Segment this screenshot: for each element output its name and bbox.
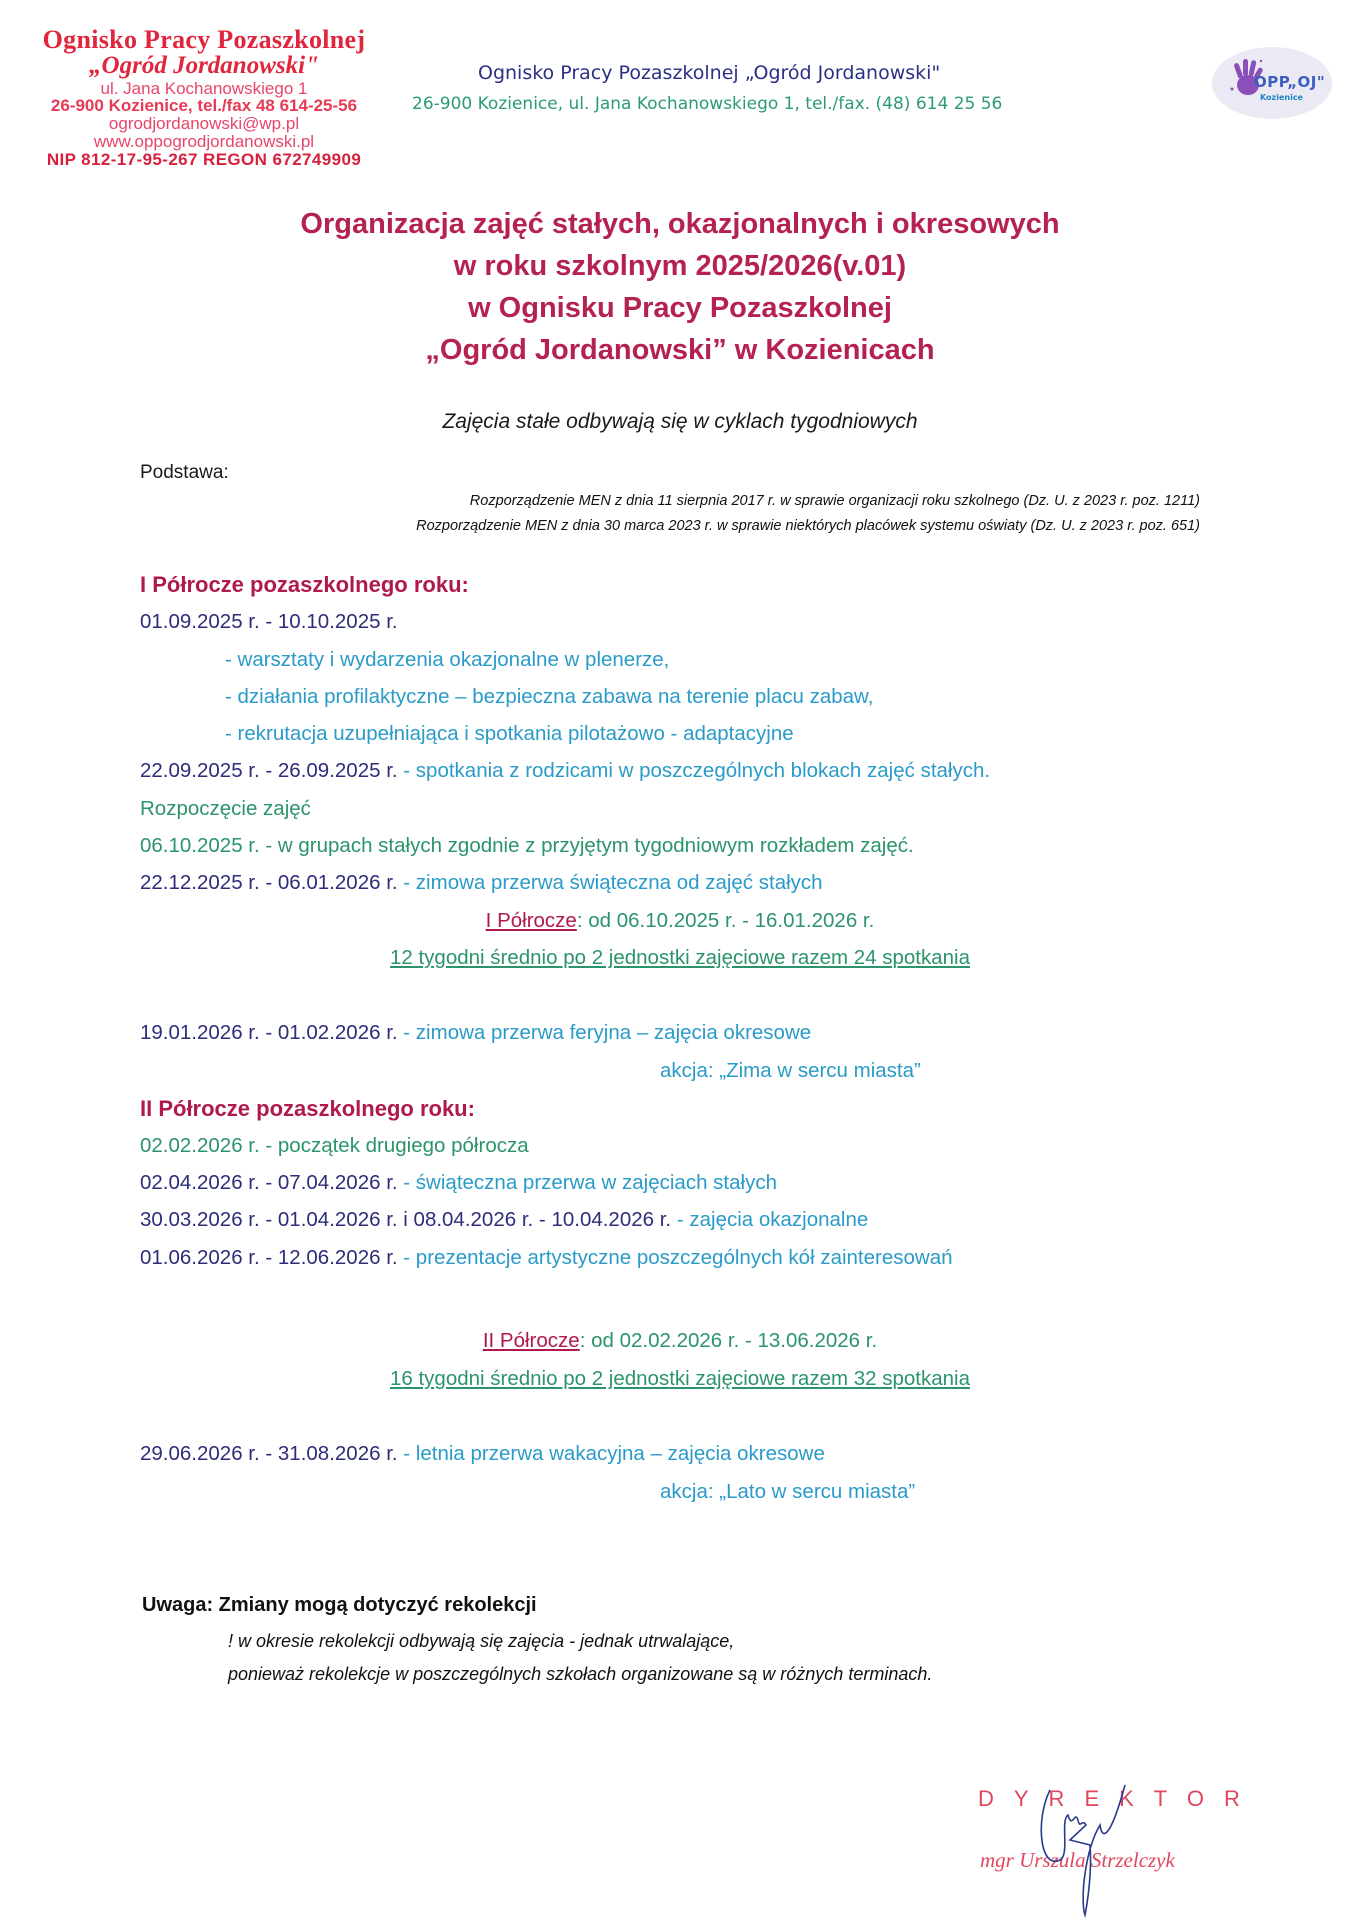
title-line: Organizacja zajęć stałych, okazjonalnych i okresowych <box>300 208 1060 240</box>
summary-range: : od 02.02.2026 r. - 13.06.2026 r. <box>579 1329 878 1352</box>
semester2-count <box>200 1367 1160 1391</box>
start-line: 06.10.2025 r. - w grupach stałych zgodnie z przyjętym tygodniowym rozkładem zajęć. <box>140 834 914 857</box>
schedule-event <box>140 1208 868 1232</box>
letterhead-address: 26-900 Kozienice, ul. Jana Kochanowskiego 1, tel./fax. (48) 614 25 56 <box>412 94 1003 114</box>
stamp-line: Ognisko Pracy Pozaszkolnej <box>42 25 366 54</box>
activity-item: - warsztaty i wydarzenia okazjonalne w plenerze, <box>225 648 670 671</box>
event-desc: - zimowa przerwa świąteczna od zajęć stałych <box>397 871 823 894</box>
semester1-count <box>200 946 1160 970</box>
stamp-line: ul. Jana Kochanowskiego 1 <box>100 78 308 98</box>
logo <box>1212 47 1332 119</box>
institution-stamp <box>8 26 400 169</box>
event-date: 02.04.2026 r. - 07.04.2026 r. <box>140 1171 398 1194</box>
title-line: „Ogród Jordanowski” w Kozienicach <box>425 334 935 366</box>
schedule-event <box>140 1246 953 1270</box>
summer-break <box>140 1442 825 1466</box>
schedule-event <box>140 1171 777 1195</box>
summary-label: I Półrocze <box>485 909 577 932</box>
date-range: 01.09.2025 r. - 10.10.2025 r. <box>140 610 398 633</box>
summary-range: : od 06.10.2025 r. - 16.01.2026 r. <box>576 909 875 932</box>
document-subtitle: Zajęcia stałe odbywają się w cyklach tygodniowych <box>442 410 918 433</box>
logo-text: OPP„OJ" <box>1254 73 1326 91</box>
event-desc: - zajęcia okazjonalne <box>671 1208 869 1231</box>
winter-break <box>140 1021 811 1045</box>
event-date: 30.03.2026 r. - 01.04.2026 r. i 08.04.2026 r. - 10.04.2026 r. <box>140 1208 672 1231</box>
summary-count: 12 tygodni średnio po 2 jednostki zajęciowe razem 24 spotkania <box>389 946 971 969</box>
event-desc: - świąteczna przerwa w zajęciach stałych <box>397 1171 777 1194</box>
letterhead-name: Ognisko Pracy Pozaszkolnej „Ogród Jordanowski" <box>478 62 941 84</box>
activity-item: - rekrutacja uzupełniająca i spotkania pilotażowo - adaptacyjne <box>225 722 794 745</box>
title-line: w roku szkolnym 2025/2026(v.01) <box>453 250 907 282</box>
activity-item: - działania profilaktyczne – bezpieczna zabawa na terenie placu zabaw, <box>225 685 874 708</box>
semester2-heading: II Półrocze pozaszkolnego roku: <box>140 1096 475 1121</box>
stamp-line: www.oppogrodjordanowski.pl <box>93 132 315 152</box>
schedule-event <box>140 759 990 783</box>
semester1-heading: I Półrocze pozaszkolnego roku: <box>140 572 469 597</box>
basis-item: Rozporządzenie MEN z dnia 11 sierpnia 2017 r. w sprawie organizacji roku szkolnego (Dz. U. z 2023 r. poz. 1211) <box>469 493 1200 509</box>
stamp-line: NIP 812-17-95-267 REGON 672749909 <box>46 149 362 169</box>
event-date: 22.12.2025 r. - 06.01.2026 r. <box>140 871 398 894</box>
event-desc: - zimowa przerwa feryjna – zajęcia okresowe <box>397 1021 812 1044</box>
handwritten-signature-icon <box>1030 1780 1150 1920</box>
basis-label: Podstawa: <box>140 462 229 483</box>
start-line: 02.02.2026 r. - początek drugiego półrocza <box>140 1134 529 1157</box>
event-desc: - spotkania z rodzicami w poszczególnych blokach zajęć stałych. <box>397 759 991 782</box>
event-date: 22.09.2025 r. - 26.09.2025 r. <box>140 759 398 782</box>
signature-title: DYREKTOR <box>978 1786 1260 1811</box>
event-date: 29.06.2026 r. - 31.08.2026 r. <box>140 1442 398 1465</box>
signature-name: mgr Urszula Strzelczyk <box>980 1848 1175 1872</box>
stamp-line: 26-900 Kozienice, tel./fax 48 614-25-56 <box>50 96 358 116</box>
start-label: Rozpoczęcie zajęć <box>140 797 311 820</box>
summary-count: 16 tygodni średnio po 2 jednostki zajęciowe razem 32 spotkania <box>389 1367 971 1390</box>
semester2-summary <box>200 1329 1160 1353</box>
note-line: ponieważ rekolekcje w poszczególnych szkołach organizowane są w różnych terminach. <box>228 1664 933 1684</box>
stamp-line: „Ogród Jordanowski" <box>89 52 319 80</box>
winter-action: akcja: „Zima w sercu miasta” <box>660 1059 921 1082</box>
logo-city: Kozienice <box>1260 93 1303 102</box>
event-desc: - prezentacje artystyczne poszczególnych kół zainteresowań <box>397 1246 953 1269</box>
summary-label: II Półrocze <box>482 1329 580 1352</box>
semester1-summary <box>200 909 1160 933</box>
document-title <box>200 203 1160 371</box>
summer-action: akcja: „Lato w sercu miasta” <box>660 1480 916 1503</box>
event-date: 01.06.2026 r. - 12.06.2026 r. <box>140 1246 398 1269</box>
schedule-event <box>140 871 823 895</box>
title-line: w Ognisku Pracy Pozaszkolnej <box>468 292 892 324</box>
event-desc: - letnia przerwa wakacyjna – zajęcia okresowe <box>397 1442 825 1465</box>
stamp-line: ogrodjordanowski@wp.pl <box>108 114 300 134</box>
event-date: 19.01.2026 r. - 01.02.2026 r. <box>140 1021 398 1044</box>
note-line: ! w okresie rekolekcji odbywają się zajęcia - jednak utrwalające, <box>228 1631 735 1651</box>
basis-item: Rozporządzenie MEN z dnia 30 marca 2023 r. w sprawie niektórych placówek systemu oświaty (Dz. U. z 2023 r. poz. 651) <box>416 518 1200 534</box>
note-heading: Uwaga: Zmiany mogą dotyczyć rekolekcji <box>142 1594 537 1616</box>
